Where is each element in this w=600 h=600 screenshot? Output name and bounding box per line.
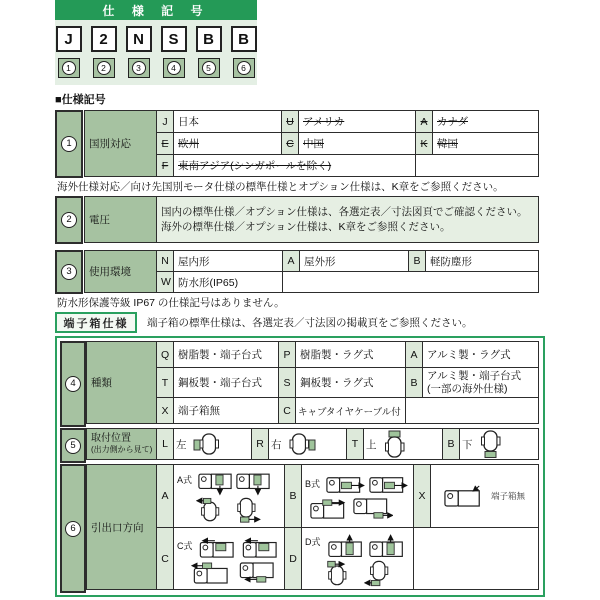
kind-text-b-line1: アルミ製・端子台式 [427, 369, 522, 382]
kind-code-x: X [157, 398, 174, 424]
motor-box-right-icon [287, 432, 317, 456]
row4-circled-number: 4 [65, 376, 81, 392]
motor-end-lead-left-icon [364, 560, 392, 587]
position-text-top: 上 [366, 438, 377, 451]
motor-side-lead-up-icon [369, 533, 405, 560]
motor-box-bottom-icon [478, 430, 504, 458]
country-code-j: J [157, 111, 174, 133]
motor-side-lead-right-icon [326, 475, 366, 495]
motor-box-top-icon [382, 430, 408, 458]
motor-side-lead-left-icon [188, 561, 228, 585]
circled-number-5 [198, 58, 220, 78]
row2-number-box [55, 196, 83, 244]
circled-number-1 [58, 58, 80, 78]
voltage-line1: 国内の標準仕様／オプション仕様は、各選定表／寸法図頁でご確認ください。 [161, 205, 528, 218]
position-table [86, 428, 539, 460]
position-left-cell [174, 429, 252, 460]
motor-side-lead-left-icon [237, 537, 277, 559]
environment-table [84, 250, 539, 293]
kind-code-b: B [406, 368, 423, 398]
spec-code-6: B [231, 26, 257, 52]
kind-code-q: Q [157, 342, 174, 368]
position-text-bottom: 下 [462, 438, 473, 451]
circled-number-4 [163, 58, 185, 78]
motor-side-lead-left-icon [194, 537, 234, 559]
env-text-dustproof: 軽防塵形 [426, 251, 539, 272]
environment-note: 防水形保護等級 IP67 の仕様記号はありません。 [57, 297, 285, 309]
row3-number-box [55, 250, 83, 294]
spec-code-4: S [161, 26, 187, 52]
voltage-label: 電圧 [85, 197, 157, 243]
direction-open-area [414, 528, 539, 590]
spec-code-1: J [56, 26, 82, 52]
spec-code-2: 2 [91, 26, 117, 52]
direction-code-a: A [157, 465, 174, 528]
country-code-f: F [157, 155, 174, 177]
env-text-outdoor: 屋外形 [300, 251, 409, 272]
country-code-e: E [157, 133, 174, 155]
motor-side-lead-right-icon [369, 475, 409, 495]
digit-3: 3 [132, 61, 146, 75]
position-bottom-cell [460, 429, 539, 460]
row6-circled-number: 6 [65, 521, 81, 537]
kind-code-p: P [279, 342, 296, 368]
kind-text-c: キャブタイヤケーブル付 [296, 398, 406, 424]
digit-4: 4 [167, 61, 181, 75]
position-code-r: R [252, 429, 269, 460]
country-code-u: U [282, 111, 299, 133]
env-text-waterproof: 防水形(IP65) [174, 272, 283, 293]
position-text-left: 左 [176, 438, 187, 451]
environment-label: 使用環境 [85, 251, 157, 293]
direction-a-style-label: A式 [177, 475, 193, 485]
motor-side-lead-right-icon [310, 497, 350, 521]
kind-text-b-line2: (一部の海外仕様) [427, 382, 508, 395]
country-code-a: A [416, 111, 433, 133]
position-top-cell [364, 429, 443, 460]
direction-code-b: B [285, 465, 302, 528]
motor-side-no-box-icon [444, 485, 484, 508]
spec-number-row [55, 58, 257, 78]
position-right-cell [269, 429, 347, 460]
env-code-w: W [157, 272, 174, 293]
row4-number-box [60, 341, 86, 427]
motor-end-lead-left-icon [196, 497, 222, 524]
kind-text-t: 鋼板製・端子台式 [174, 368, 279, 398]
voltage-table [84, 196, 539, 243]
kind-open-area [406, 398, 539, 424]
kind-text-b [423, 368, 539, 398]
direction-x-caption: 端子箱無 [490, 491, 525, 501]
motor-side-lead-down-icon [198, 471, 232, 497]
country-text-canada: カナダ [433, 111, 539, 133]
circled-number-2 [93, 58, 115, 78]
circled-number-6 [233, 58, 255, 78]
row5-circled-number: 5 [65, 438, 81, 454]
env-code-b: B [409, 251, 426, 272]
kind-table [86, 341, 539, 424]
spec-code-5: B [196, 26, 222, 52]
country-text-europe: 欧州 [174, 133, 282, 155]
voltage-line2: 海外の標準仕様／オプション仕様は、K章をご参照ください。 [161, 220, 451, 233]
row5-number-box [60, 428, 86, 463]
position-code-b: B [443, 429, 460, 460]
env-text-indoor: 屋内形 [174, 251, 283, 272]
spec-code-3: N [126, 26, 152, 52]
row1-circled-number: 1 [61, 136, 77, 152]
voltage-desc [157, 197, 539, 243]
spec-code-panel [55, 0, 257, 85]
position-label: 取付位置 [91, 433, 131, 444]
env-code-n: N [157, 251, 174, 272]
spec-code-title: 仕 様 記 号 [55, 0, 257, 20]
environment-open-area [283, 272, 539, 293]
position-sublabel: (出力側から見て) [91, 445, 153, 454]
direction-a-cell [174, 465, 285, 528]
direction-code-d: D [285, 528, 302, 590]
terminal-section-title: 端子箱仕様 [55, 312, 137, 333]
direction-d-cell [302, 528, 414, 590]
direction-code-x: X [414, 465, 431, 528]
row3-circled-number: 3 [61, 264, 77, 280]
country-note: 海外仕様対応／向け先国別モータ仕様の標準仕様とオプション仕様は、K章をご参照ください。 [57, 181, 504, 193]
country-text-usa: アメリカ [299, 111, 416, 133]
country-text-sea: 東南アジア(シンガポールを除く) [174, 155, 416, 177]
kind-text-q: 樹脂製・端子台式 [174, 342, 279, 368]
direction-b-cell [302, 465, 414, 528]
row2-circled-number: 2 [61, 212, 77, 228]
kind-text-x: 端子箱無 [174, 398, 279, 424]
direction-c-style-label: C式 [177, 540, 193, 551]
circled-number-3 [128, 58, 150, 78]
kind-text-a: アルミ製・ラグ式 [423, 342, 539, 368]
kind-code-a: A [406, 342, 423, 368]
motor-side-lead-left-icon [234, 561, 274, 585]
direction-c-cell [174, 528, 285, 590]
direction-code-c: C [157, 528, 174, 590]
position-code-l: L [157, 429, 174, 460]
motor-end-lead-right-icon [324, 560, 352, 587]
country-open-area [416, 155, 539, 177]
digit-1: 1 [62, 61, 76, 75]
kind-label: 種類 [87, 342, 157, 424]
country-code-k: K [416, 133, 433, 155]
motor-box-left-icon [192, 432, 222, 456]
kind-code-c: C [279, 398, 296, 424]
direction-table [86, 464, 539, 590]
env-code-a: A [283, 251, 300, 272]
row6-number-box [60, 464, 86, 593]
position-label-cell [87, 429, 157, 460]
motor-side-lead-right-icon [353, 497, 393, 521]
kind-text-s: 鋼板製・ラグ式 [296, 368, 406, 398]
position-text-right: 右 [271, 438, 282, 451]
direction-label: 引出口方向 [87, 465, 157, 590]
country-text-china: 中国 [299, 133, 416, 155]
direction-b-style-label: B式 [305, 479, 321, 489]
motor-side-lead-down-icon [236, 471, 270, 497]
country-text-japan: 日本 [174, 111, 282, 133]
kind-code-s: S [279, 368, 296, 398]
country-code-c: C [282, 133, 299, 155]
direction-x-cell [431, 465, 539, 528]
row1-number-box [55, 110, 83, 178]
spec-code-row [55, 26, 257, 52]
position-code-t: T [347, 429, 364, 460]
section-heading: ■仕様記号 [55, 94, 106, 106]
digit-6: 6 [237, 61, 251, 75]
kind-text-p: 樹脂製・ラグ式 [296, 342, 406, 368]
country-table [84, 110, 539, 177]
country-text-korea: 韓国 [433, 133, 539, 155]
country-label: 国別対応 [85, 111, 157, 177]
motor-end-lead-right-icon [234, 497, 262, 524]
motor-side-lead-up-icon [328, 533, 364, 560]
digit-5: 5 [202, 61, 216, 75]
terminal-section-note: 端子箱の標準仕様は、各選定表／寸法図の掲載頁をご参照ください。 [147, 317, 473, 329]
kind-code-t: T [157, 368, 174, 398]
direction-d-style-label: D式 [305, 536, 321, 547]
digit-2: 2 [97, 61, 111, 75]
